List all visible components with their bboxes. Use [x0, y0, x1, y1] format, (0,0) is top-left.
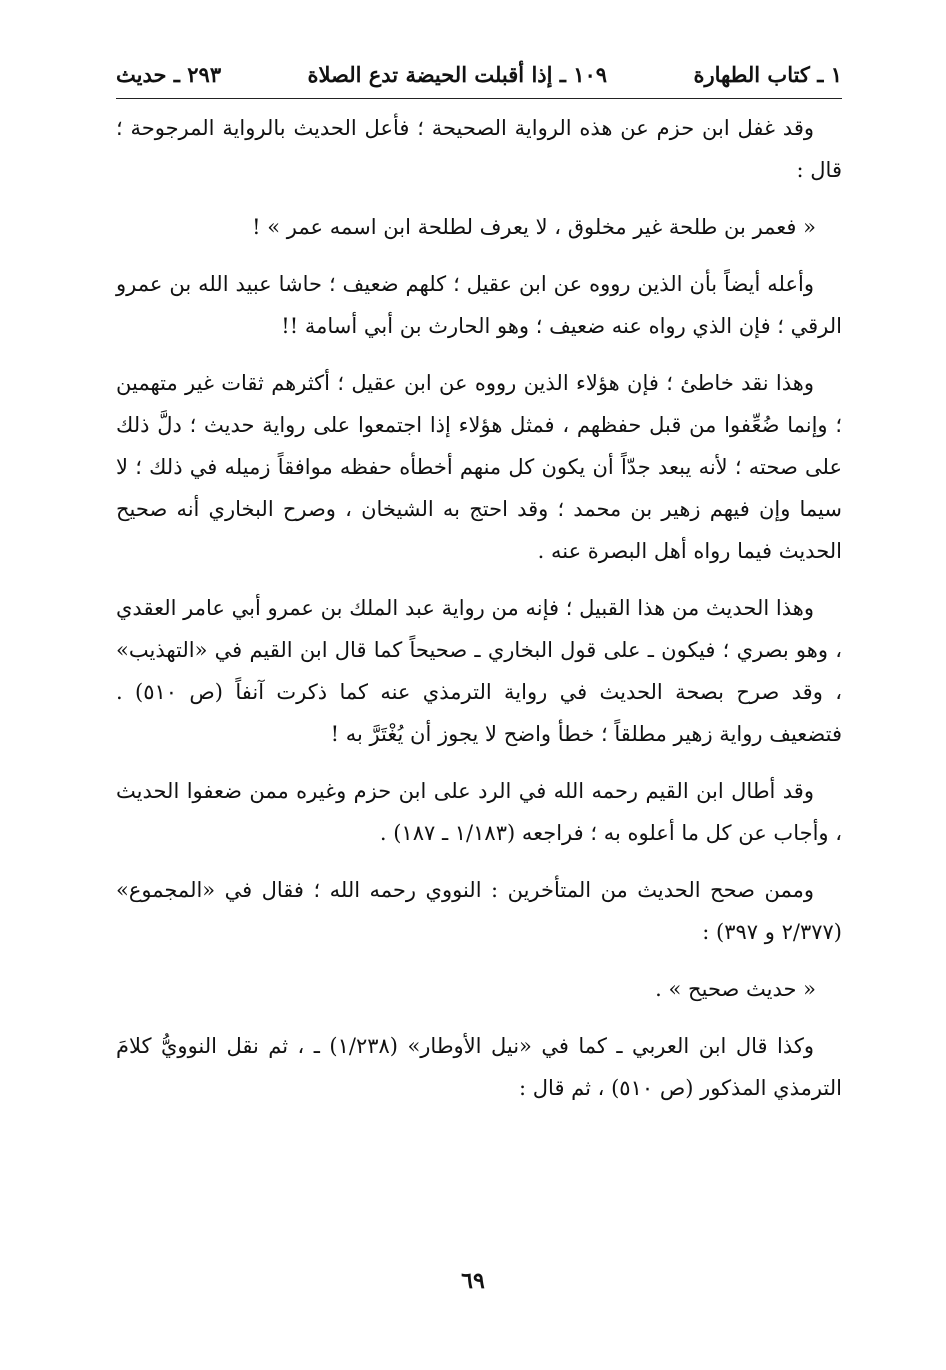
quoted-text: « فعمر بن طلحة غير مخلوق ، لا يعرف لطلحة ابن اسمه عمر » !: [252, 215, 816, 239]
header-section: ١٠٩ ـ إذا أقبلت الحيضة تدع الصلاة: [307, 62, 608, 87]
quoted-text: « حديث صحيح » .: [655, 977, 816, 1001]
header-hadith-number: ٢٩٣ ـ حديث: [116, 62, 222, 87]
page: [116, 60, 842, 1124]
header-chapter: ١ ـ كتاب الطهارة: [693, 62, 842, 87]
paragraph: وقد أطال ابن القيم رحمه الله في الرد على ابن حزم وغيره ممن ضعفوا الحديث ، وأجاب عن كل ما أعلوه به ؛ فراجعه (١/١٨٣ ـ ١٨٧) .: [116, 779, 842, 845]
page-body: [116, 107, 842, 1109]
paragraph: وكذا قال ابن العربي ـ كما في «نيل الأوطار» (١/٢٣٨) ـ ، ثم نقل النوويُّ كلامَ الترمذي المذكور (ص ٥١٠) ، ثم قال :: [116, 1034, 842, 1100]
paragraph: وهذا نقد خاطئ ؛ فإن هؤلاء الذين رووه عن ابن عقيل ؛ أكثرهم ثقات غير متهمين ؛ وإنما ضُعِّفوا من قبل حفظهم ، فمثل هؤلاء إذا اجتمعوا على رواية حديث ؛ دلَّ ذلك على صحته ؛ لأنه يبعد جدّاً أن يكون كل منهم أخطأه حفظه موافقاً زميله في ذلك ؛ لا سيما وإن فيهم زهير بن محمد ؛ وقد احتج به الشيخان ، وصرح البخاري أنه صحيح الحديث فيما رواه أهل البصرة عنه .: [116, 371, 842, 563]
paragraph: وقد غفل ابن حزم عن هذه الرواية الصحيحة ؛ فأعل الحديث بالرواية المرجوحة ؛ قال :: [116, 116, 842, 182]
paragraph: وأعله أيضاً بأن الذين رووه عن ابن عقيل ؛ كلهم ضعيف ؛ حاشا عبيد الله بن عمرو الرقي ؛ فإن الذي رواه عنه ضعيف ؛ وهو الحارث بن أبي أسامة !!: [116, 272, 842, 338]
running-header: [116, 60, 842, 99]
page-number: ٦٩: [461, 1268, 485, 1294]
paragraph: وممن صحح الحديث من المتأخرين : النووي رحمه الله ؛ فقال في «المجموع» (٢/٣٧٧ و ٣٩٧) :: [116, 878, 842, 944]
paragraph: وهذا الحديث من هذا القبيل ؛ فإنه من رواية عبد الملك بن عمرو أبي عامر العقدي ، وهو بصري ؛ فيكون ـ على قول البخاري ـ صحيحاً كما قال ابن القيم في «التهذيب» ، وقد صرح بصحة الحديث في رواية الترمذي عنه كما ذكرت آنفاً (ص ٥١٠) . فتضعيف رواية زهير مطلقاً ؛ خطأ واضح لا يجوز أن يُغْتَرَّ به !: [116, 596, 842, 746]
